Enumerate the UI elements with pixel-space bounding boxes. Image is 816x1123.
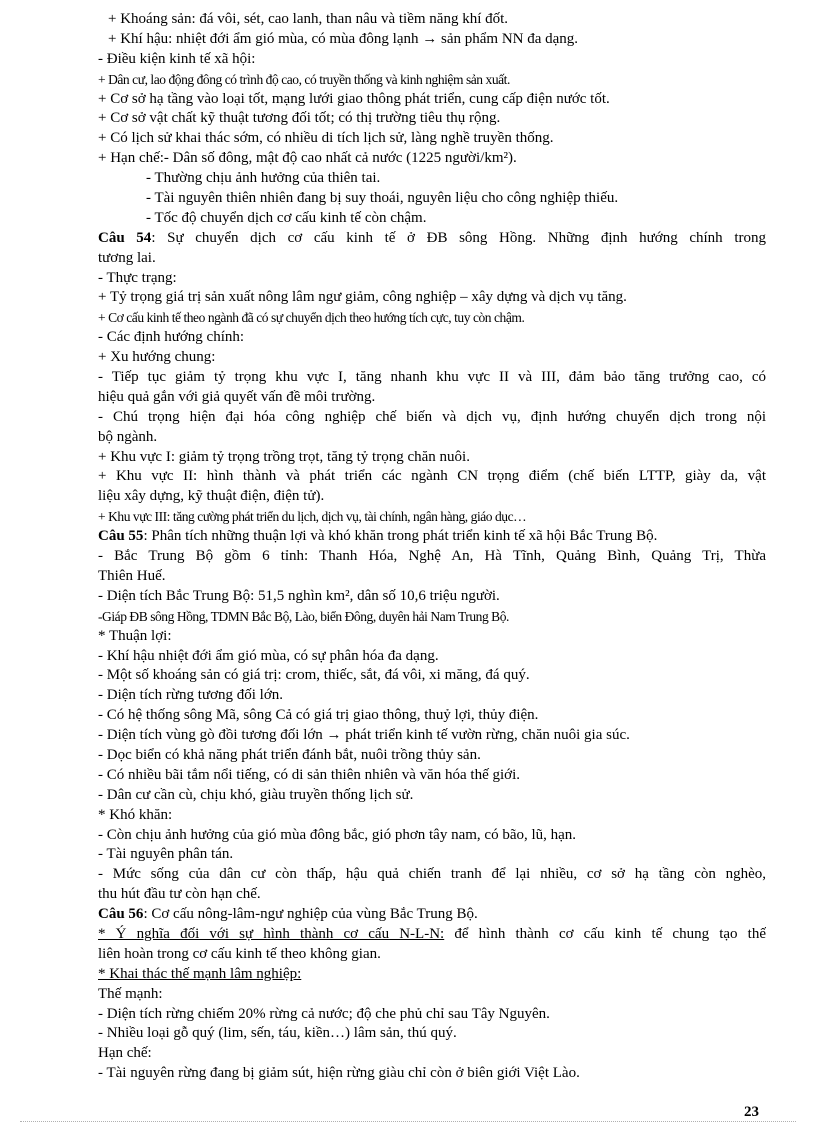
text-line: Thế mạnh: [98,985,163,1002]
text-line: - Diện tích rừng tương đối lớn. [98,687,284,704]
text-line: - Bắc Trung Bộ gồm 6 tỉnh: Thanh Hóa, Nghệ An, Hà Tĩnh, Quảng Bình, Quảng Trị, Thừa [98,548,766,565]
text-line: - Tiếp tục giảm tỷ trọng khu vực I, tăng nhanh khu vực II và III, đảm bảo tăng trưởng cao, có [98,369,766,386]
text-line: - Tài nguyên phân tán. [98,846,234,863]
text-line: + Khu vực II: hình thành và phát triển các ngành CN trọng điểm (chế biến LTTP, giày da, vật [98,468,766,485]
text-line: tương lai. [98,249,156,266]
text-line: hiệu quả gắn với giả quyết vấn đề môi trường. [98,388,376,405]
text-line: + Hạn chế:- Dân số đông, mật độ cao nhất cả nước (1225 người/km²). [98,150,517,167]
forestry-heading-line [98,965,766,985]
text-line: - Khí hậu nhiệt đới ẩm gió mùa, có sự phân hóa đa dạng. [98,647,439,664]
question-55-label: Câu 55 [98,528,144,545]
text-line: + Dân cư, lao động đông có trình độ cao, có truyền thống và kinh nghiệm sản xuất. [98,71,510,87]
text-line: - Tốc độ chuyển dịch cơ cấu kinh tế còn chậm. [146,209,427,226]
text-line: + Xu hướng chung: [98,349,216,366]
text-line: - Điều kiện kinh tế xã hội: [98,50,256,67]
question-56-heading [98,905,766,925]
question-56-label: Câu 56 [98,906,144,923]
text-line: Hạn chế: [98,1045,152,1062]
text-line: - Nhiều loại gỗ quý (lim, sến, táu, kiền…) lâm sản, thú quý. [98,1025,457,1042]
question-55-heading [98,527,766,547]
text-line: * Khó khăn: [98,806,173,823]
forestry-heading: * Khai thác thế mạnh lâm nghiệp: [98,965,302,982]
document-page [98,10,766,1084]
significance-text: để hình thành cơ cấu kinh tế chung tạo thế [444,925,766,942]
question-56-text: : Cơ cấu nông-lâm-ngư nghiệp của vùng Bắc Trung Bộ. [143,906,478,923]
text-line: - Tài nguyên rừng đang bị giảm sút, hiện rừng giàu chỉ còn ở biên giới Việt Lào. [98,1065,580,1082]
question-54-text: : Sự chuyển dịch cơ cấu kinh tế ở ĐB sông Hồng. Những định hướng chính trong [151,229,766,246]
text-line: - Thường chịu ảnh hưởng của thiên tai. [146,170,381,187]
text-line: + Cơ sở hạ tầng vào loại tốt, mạng lưới giao thông phát triển, cung cấp điện nước tốt. [98,90,610,107]
text-line: + Có lịch sử khai thác sớm, có nhiều di tích lịch sử, làng nghề truyền thống. [98,130,554,147]
text-line: + Cơ sở vật chất kỹ thuật tương đối tốt; có thị trường tiêu thụ rộng. [98,110,501,127]
text-line: - Diện tích rừng chiếm 20% rừng cả nước; độ che phủ chỉ sau Tây Nguyên. [98,1005,550,1022]
text-line: - Các định hướng chính: [98,329,245,346]
text-line: - Dọc biển có khả năng phát triển đánh bắt, nuôi trồng thủy sản. [98,746,481,763]
question-54-heading [98,229,766,249]
text-line: - Còn chịu ảnh hưởng của gió mùa đông bắc, gió phơn tây nam, có bão, lũ, hạn. [98,826,577,843]
text-line: - Thực trạng: [98,269,177,286]
text-line: + Khoáng sản: đá vôi, sét, cao lanh, than nâu và tiềm năng khí đốt. [108,11,509,27]
text-line: - Chú trọng hiện đại hóa công nghiệp chế biến và dịch vụ, định hướng chuyển dịch trong nội [98,408,766,425]
text-line: - Diện tích Bắc Trung Bộ: 51,5 nghìn km², dân số 10,6 triệu người. [98,587,500,604]
text-line: -Giáp ĐB sông Hồng, TDMN Bắc Bộ, Lào, biển Đông, duyên hải Nam Trung Bộ. [98,608,509,624]
text-line: - Có hệ thống sông Mã, sông Cả có giá trị giao thông, thuỷ lợi, thủy điện. [98,707,539,724]
text-line: liệu xây dựng, kỹ thuật điện, điện tử). [98,488,325,505]
text-line: + Cơ cấu kinh tế theo ngành đã có sự chuyển dịch theo hướng tích cực, tuy còn chậm. [98,310,525,326]
text-line: - Dân cư cần cù, chịu khó, giàu truyền thống lịch sử. [98,786,414,803]
text-line: - Diện tích vùng gò đồi tương đối lớn → phát triển kinh tế vườn rừng, chăn nuôi gia súc. [98,727,630,744]
text-line: + Khu vực III: tăng cường phát triển du lịch, dịch vụ, tài chính, ngân hàng, giáo dục… [98,509,527,525]
text-line: - Có nhiều bãi tắm nổi tiếng, có di sản thiên nhiên và văn hóa thế giới. [98,766,521,783]
text-line: - Mức sống của dân cư còn thấp, hậu quả chiến tranh để lại nhiều, cơ sở hạ tầng còn nghèo, [98,866,766,883]
text-line: thu hút đầu tư còn hạn chế. [98,886,261,903]
text-line: bộ ngành. [98,428,158,445]
text-line: + Tỷ trọng giá trị sản xuất nông lâm ngư giảm, công nghiệp – xây dựng và dịch vụ tăng. [98,289,627,306]
text-line: liên hoàn trong cơ cấu kinh tế theo không gian. [98,945,381,962]
footer-divider [20,1121,796,1122]
text-line: + Khu vực I: giảm tỷ trọng trồng trọt, tăng tỷ trọng chăn nuôi. [98,448,470,465]
text-line: * Thuận lợi: [98,627,172,644]
text-line: - Tài nguyên thiên nhiên đang bị suy thoái, nguyên liệu cho công nghiệp thiếu. [146,190,619,207]
question-55-text: : Phân tích những thuận lợi và khó khăn trong phát triển kinh tế xã hội Bắc Trung Bộ. [143,528,658,545]
text-line: Thiên Huế. [98,567,166,584]
text-line: + Khí hậu: nhiệt đới ẩm gió mùa, có mùa đông lạnh → sản phẩm NN đa dạng. [108,30,579,47]
question-54-label: Câu 54 [98,229,152,246]
page-number: 23 [744,1104,759,1120]
significance-line [98,925,766,945]
text-line: - Một số khoáng sản có giá trị: crom, thiếc, sắt, đá vôi, xi măng, đá quý. [98,667,530,684]
significance-heading: * Ý nghĩa đối với sự hình thành cơ cấu N-L-N: [98,925,445,942]
